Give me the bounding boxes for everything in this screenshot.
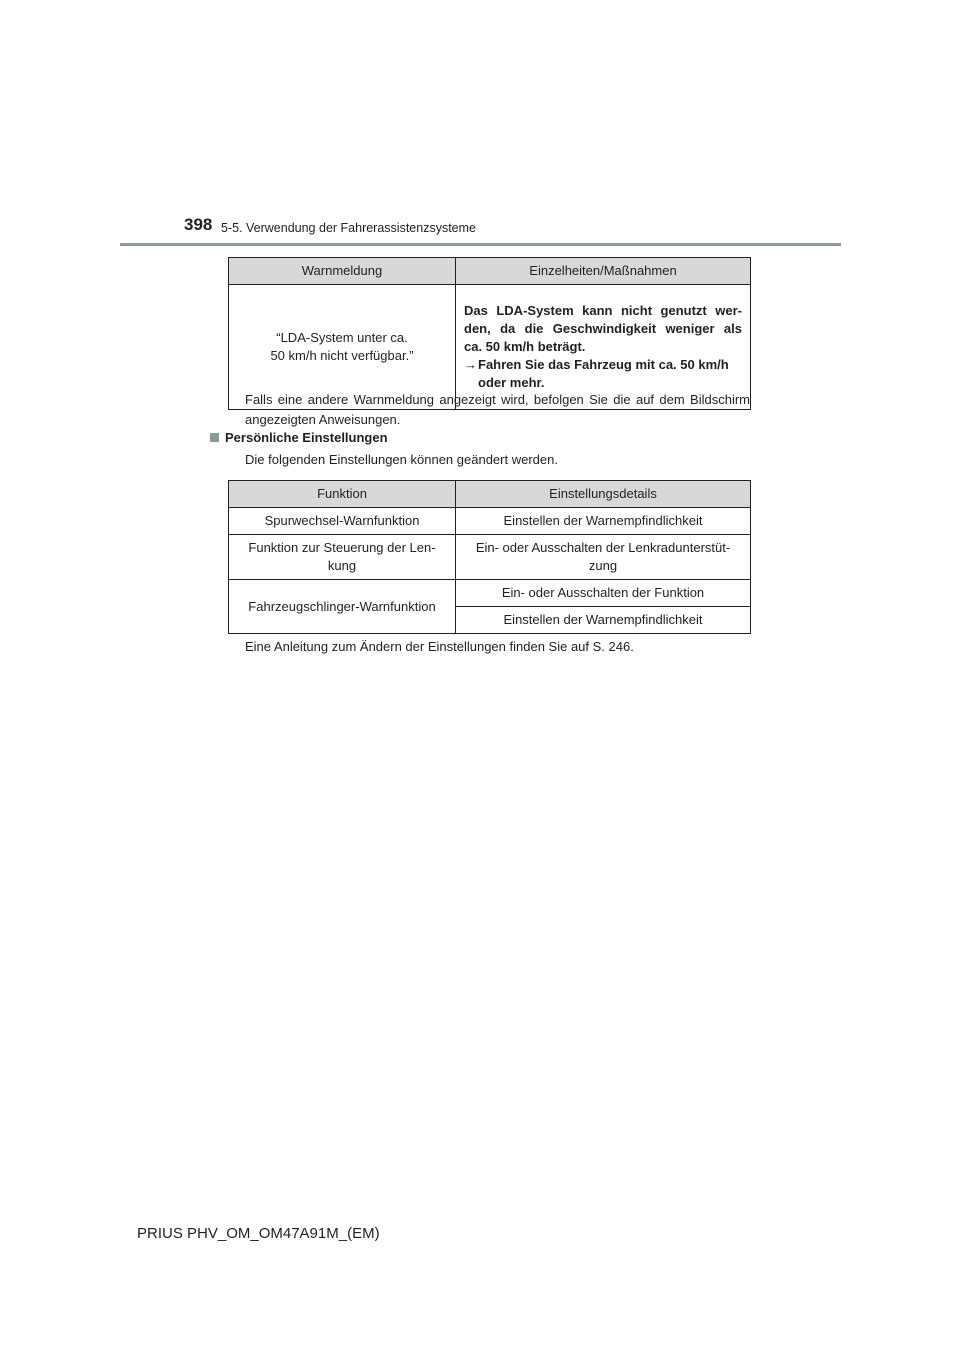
detail-cell: Einstellen der Warnempfindlichkeit	[456, 508, 751, 535]
detail-line: ca. 50 km/h beträgt.	[464, 339, 586, 354]
settings-table	[228, 480, 751, 634]
column-header-function: Funktion	[229, 481, 456, 508]
table-row	[229, 580, 751, 607]
column-header-details: Einzelheiten/Maßnahmen	[456, 258, 751, 285]
table-row	[229, 535, 751, 580]
arrow-right-icon: →	[464, 357, 477, 372]
settings-heading	[210, 430, 388, 445]
warning-message-line: “LDA-System unter ca.	[276, 330, 408, 345]
function-line: kung	[327, 558, 357, 573]
detail-line: den, da die Geschwindigkeit weniger als	[464, 321, 742, 336]
table-row	[229, 508, 751, 535]
settings-intro: Die folgenden Einstellungen können geändert werden.	[245, 452, 558, 467]
warning-message-line: 50 km/h nicht verfügbar.”	[270, 348, 414, 363]
action-line: Fahren Sie das Fahrzeug mit ca. 50 km/h	[478, 357, 729, 372]
column-header-warning: Warnmeldung	[229, 258, 456, 285]
column-header-setting-details: Einstellungsdetails	[456, 481, 751, 508]
detail-line: Das LDA-System kann nicht genutzt wer-	[464, 303, 742, 318]
settings-reference: Eine Anleitung zum Ändern der Einstellungen finden Sie auf S. 246.	[245, 639, 634, 654]
fallback-note: Falls eine andere Warnmeldung angezeigt wird, befolgen Sie die auf dem Bildschirm angezeigten Anweisungen.	[245, 392, 750, 427]
table-header-row	[229, 258, 751, 285]
function-cell	[229, 535, 456, 580]
detail-cell: Ein- oder Ausschalten der Funktion	[456, 580, 751, 607]
square-bullet-icon	[210, 433, 219, 442]
action-item	[464, 356, 742, 392]
settings-heading-text: Persönliche Einstellungen	[225, 430, 388, 445]
function-line: Funktion zur Steuerung der Len-	[248, 540, 436, 555]
function-cell: Spurwechsel-Warnfunktion	[229, 508, 456, 535]
header-divider	[120, 243, 841, 246]
document-id: PRIUS PHV_OM_OM47A91M_(EM)	[137, 1225, 380, 1242]
action-line: oder mehr.	[478, 375, 545, 390]
action-text	[478, 356, 742, 392]
function-cell: Fahrzeugschlinger-Warnfunktion	[229, 580, 456, 634]
warning-message-table	[228, 257, 751, 410]
table-header-row	[229, 481, 751, 508]
page-number: 398	[184, 215, 213, 234]
detail-line: zung	[588, 558, 618, 573]
section-title: 5-5. Verwendung der Fahrerassistenzsysteme	[221, 221, 476, 235]
detail-line: Ein- oder Ausschalten der Lenkradunterstüt-	[475, 540, 731, 555]
detail-cell	[456, 535, 751, 580]
detail-cell: Einstellen der Warnempfindlichkeit	[456, 607, 751, 634]
